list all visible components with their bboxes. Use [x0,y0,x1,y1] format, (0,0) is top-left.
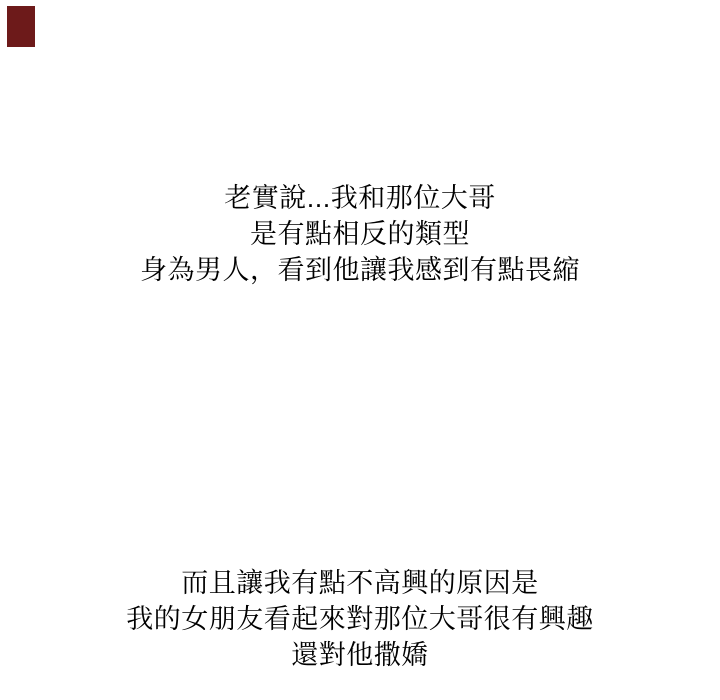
narration-line: 我的女朋友看起來對那位大哥很有興趣 [126,604,594,634]
narration-block-1 [0,180,720,288]
narration-line: 而且讓我有點不高興的原因是 [181,568,539,598]
narration-block-2 [0,565,720,673]
narration-line: 還對他撒嬌 [291,640,429,670]
narration-line: 老實說...我和那位大哥 [224,183,496,213]
panel-corner-fragment [7,6,35,47]
narration-line: 身為男人，看到他讓我感到有點畏縮 [140,255,580,285]
narration-line: 是有點相反的類型 [250,219,470,249]
